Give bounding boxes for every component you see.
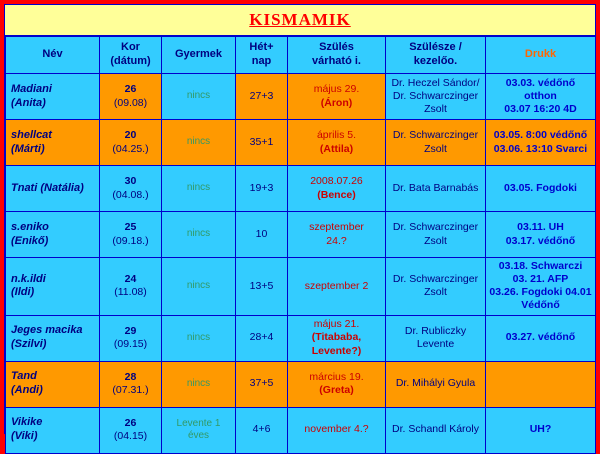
cell-het: 37+5: [236, 361, 288, 407]
column-header-szulesz: [386, 37, 486, 74]
cell-drukk: [486, 258, 596, 316]
table-row: [6, 258, 596, 316]
column-header-szules: [288, 37, 386, 74]
cell-szules: [288, 120, 386, 166]
cell-gyermek: nincs: [162, 74, 236, 120]
header-sublabel: nap: [251, 55, 272, 67]
cell-szulesz: Dr. Schwarczinger Zsolt: [386, 258, 486, 316]
cell-het: 13+5: [236, 258, 288, 316]
cell-kor: [100, 74, 162, 120]
drukk-line-1: 03.27. védőnő: [505, 331, 576, 344]
kor-value: 26: [124, 416, 137, 429]
cell-kor: [100, 361, 162, 407]
cell-szules: [288, 212, 386, 258]
szules-name: (Áron): [320, 96, 353, 109]
name-primary: n.k.ildi: [11, 272, 46, 285]
kor-value: 24: [124, 273, 137, 286]
szules-date: március 19.: [309, 370, 364, 383]
szules-name: (Titababa, Levente?): [311, 331, 362, 357]
cell-name: [6, 258, 100, 316]
drukk-line-1: UH?: [529, 423, 552, 436]
header-label: Hét+: [249, 41, 274, 54]
name-primary: shellcat: [11, 128, 52, 141]
header-label: Gyermek: [174, 48, 223, 61]
table-row: [6, 166, 596, 212]
name-primary: Tand: [11, 370, 37, 383]
cell-het: 19+3: [236, 166, 288, 212]
header-label: Drukk: [524, 48, 557, 61]
drukk-line-1: 03.05. Fogdoki: [504, 181, 577, 194]
cell-szulesz: Dr. Schwarczinger Zsolt: [386, 212, 486, 258]
drukk-line-2: 03. 21. AFP: [512, 273, 569, 286]
cell-szules: [288, 361, 386, 407]
cell-name: [6, 120, 100, 166]
cell-gyermek: nincs: [162, 258, 236, 316]
table-row: [6, 407, 596, 453]
cell-name: [6, 166, 100, 212]
kor-date: (09.15): [113, 338, 148, 350]
cell-kor: [100, 315, 162, 361]
drukk-line-1: 03.03. védőnő otthon: [505, 76, 576, 102]
name-primary: Vikike: [11, 416, 43, 429]
name-primary: Madiani: [11, 82, 52, 95]
name-secondary: (Anita): [11, 96, 46, 109]
cell-drukk: [486, 120, 596, 166]
cell-szulesz: Dr. Schwarczinger Zsolt: [386, 120, 486, 166]
table-header-row: [6, 37, 596, 74]
table-container: [4, 4, 596, 442]
szules-date: május 29.: [313, 83, 360, 96]
kor-date: (09.08): [113, 96, 148, 109]
cell-drukk: [486, 212, 596, 258]
drukk-line-1: 03.11. UH: [517, 221, 564, 234]
page-title: KISMAMIK: [249, 10, 351, 29]
name-secondary: (Szilvi): [11, 338, 47, 350]
cell-het: 10: [236, 212, 288, 258]
szules-date: április 5.: [316, 129, 357, 142]
szules-name: 24.?: [326, 234, 347, 247]
cell-drukk: [486, 74, 596, 120]
cell-name: [6, 74, 100, 120]
cell-drukk: [486, 407, 596, 453]
kor-value: 20: [124, 129, 137, 142]
cell-name: [6, 407, 100, 453]
cell-szules: [288, 315, 386, 361]
name-primary: Tnati (Natália): [11, 181, 84, 194]
cell-szules: [288, 74, 386, 120]
header-sublabel: várható i.: [312, 55, 361, 67]
title-bar: [5, 5, 595, 36]
table-row: [6, 212, 596, 258]
table-row: [6, 361, 596, 407]
szules-date: május 21.: [313, 318, 360, 331]
cell-szulesz: Dr. Bata Barnabás: [386, 166, 486, 212]
szules-date: szeptember: [309, 221, 364, 234]
kor-value: 29: [124, 324, 137, 337]
column-header-nev: [6, 37, 100, 74]
table-row: [6, 120, 596, 166]
kor-value: 25: [124, 221, 137, 234]
name-secondary: (Andi): [11, 384, 43, 396]
cell-gyermek: nincs: [162, 315, 236, 361]
cell-gyermek: nincs: [162, 361, 236, 407]
table-row: [6, 315, 596, 361]
cell-szulesz: Dr. Mihályi Gyula: [386, 361, 486, 407]
cell-name: [6, 315, 100, 361]
name-primary: s.eniko: [11, 220, 49, 233]
cell-szules: [288, 407, 386, 453]
column-header-kor: [100, 37, 162, 74]
header-sublabel: (dátum): [110, 55, 151, 67]
table-row: [6, 74, 596, 120]
cell-kor: [100, 120, 162, 166]
header-label: Kor: [121, 41, 140, 54]
kor-date: (07.31.): [112, 384, 149, 396]
szules-name: (Greta): [319, 384, 354, 396]
kismamik-table: [5, 36, 596, 454]
drukk-line-2: 03.17. védőnő: [505, 234, 576, 247]
cell-szules: [288, 258, 386, 316]
szules-name: (Attila): [319, 142, 354, 155]
kor-date: (04.15): [113, 430, 148, 442]
kor-value: 26: [124, 83, 137, 96]
cell-name: [6, 212, 100, 258]
kor-value: 30: [124, 175, 137, 188]
header-label: Szülésze /: [409, 41, 462, 54]
szules-date: szeptember 2: [304, 279, 369, 292]
name-secondary: (Viki): [11, 430, 38, 442]
cell-kor: [100, 212, 162, 258]
cell-kor: [100, 407, 162, 453]
column-header-het: [236, 37, 288, 74]
name-secondary: (Ildi): [11, 286, 35, 299]
szules-name: (Bence): [317, 188, 356, 201]
cell-name: [6, 361, 100, 407]
cell-szules: [288, 166, 386, 212]
kor-value: 28: [124, 370, 137, 383]
cell-szulesz: Dr. Heczel Sándor/ Dr. Schwarczinger Zsolt: [386, 74, 486, 120]
name-secondary: (Márti): [11, 142, 45, 155]
drukk-line-2: 03.07 16:20 4D: [504, 103, 577, 116]
header-sublabel: kezelőo.: [413, 55, 458, 67]
cell-gyermek: nincs: [162, 120, 236, 166]
cell-het: 27+3: [236, 74, 288, 120]
cell-het: 28+4: [236, 315, 288, 361]
cell-szulesz: Dr. Schandl Károly: [386, 407, 486, 453]
cell-gyermek: nincs: [162, 166, 236, 212]
header-label: Név: [42, 48, 63, 61]
header-label: Szülés: [319, 41, 354, 54]
column-header-gyermek: [162, 37, 236, 74]
cell-drukk: [486, 361, 596, 407]
cell-kor: [100, 258, 162, 316]
kor-date: (11.08): [114, 286, 147, 299]
cell-drukk: [486, 166, 596, 212]
drukk-line-1: 03.05. 8:00 védőnő: [493, 129, 588, 142]
drukk-line-3: 03.26. Fogdoki 04.01: [489, 286, 592, 299]
szules-date: 2008.07.26: [310, 175, 363, 188]
cell-het: 4+6: [236, 407, 288, 453]
cell-gyermek: nincs: [162, 212, 236, 258]
cell-het: 35+1: [236, 120, 288, 166]
drukk-line-1: 03.18. Schwarczi: [498, 260, 583, 272]
cell-drukk: [486, 315, 596, 361]
kor-date: (04.08.): [112, 188, 149, 201]
column-header-drukk: [486, 37, 596, 74]
drukk-line-2: 03.06. 13:10 Svarci: [493, 142, 588, 155]
name-primary: Jeges macika: [11, 324, 83, 337]
cell-szulesz: Dr. Rubliczky Levente: [386, 315, 486, 361]
kor-date: (04.25.): [112, 142, 149, 155]
kor-date: (09.18.): [112, 234, 149, 247]
cell-kor: [100, 166, 162, 212]
szules-date: november 4.?: [304, 423, 369, 436]
name-secondary: (Enikő): [11, 234, 49, 247]
drukk-line-4: Védőnő: [521, 299, 560, 312]
cell-gyermek: Levente 1 éves: [162, 407, 236, 453]
